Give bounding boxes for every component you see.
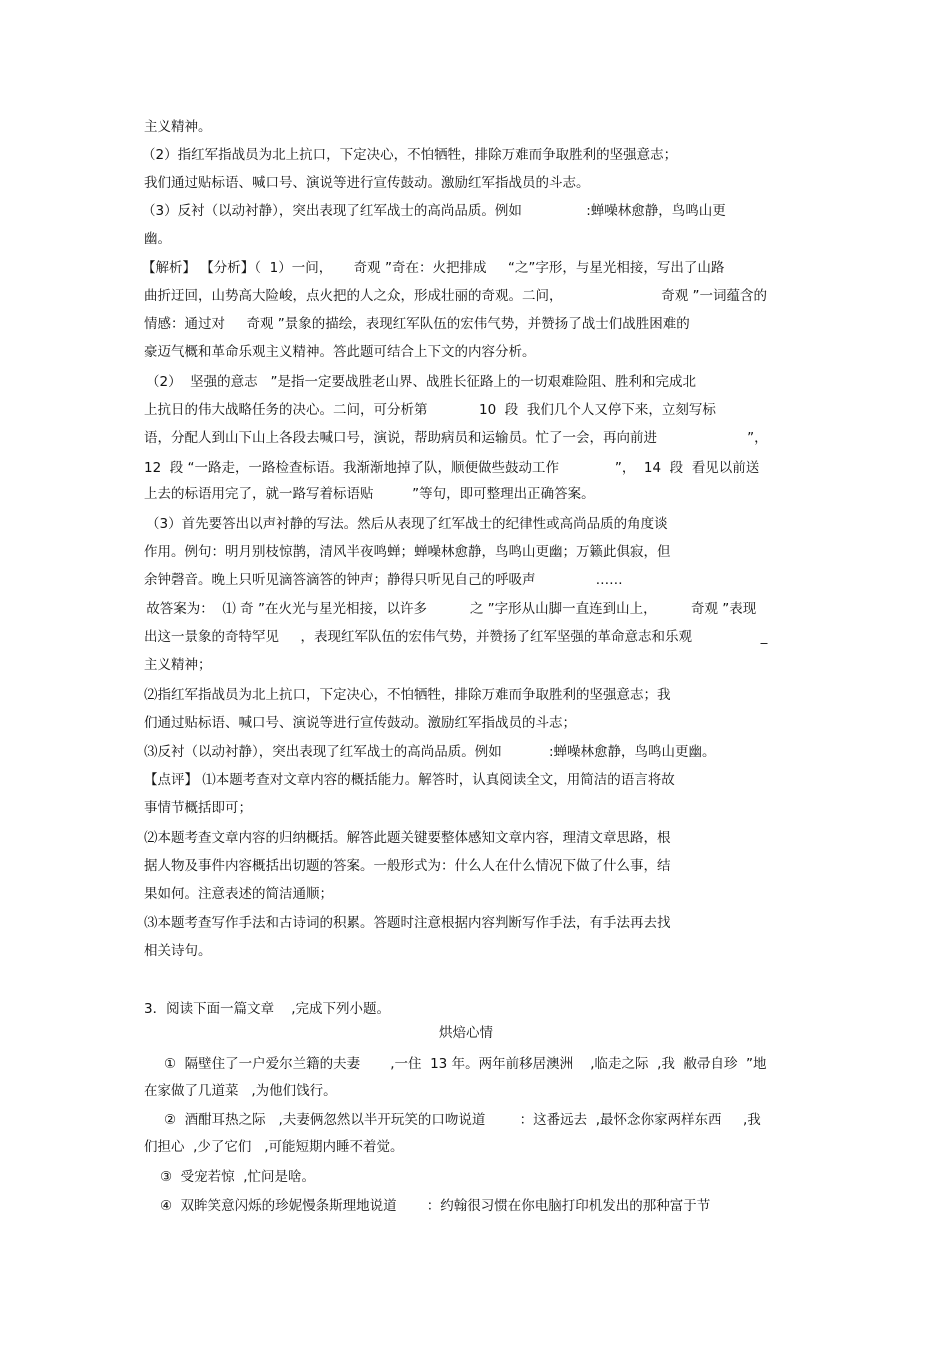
analysis-line: 作用。例句：明月别枝惊鹊，清风半夜鸣蝉；蝉噪林愈静，鸟鸣山更幽；万籁此俱寂，但 [144,544,671,560]
analysis-heading-line: 【解析】 【分析】（ 1）一问， 奇观 ”奇在：火把排成 “之”字形，与星光相接，写出了山路 [142,260,725,276]
analysis-line: 语，分配人到山下山上各段去喊口号，演说，帮助病员和运输员。忙了一会，再向前进 ”， [144,430,768,446]
article-paragraph-2-cont: 们担心 ,少了它们 ,可能短期内睡不着觉。 [144,1139,404,1155]
final-answer-line: 出这一景象的奇特罕见 ，表现红军队伍的宏伟气势，并赞扬了红军坚强的革命意志和乐观 _ [144,629,768,645]
analysis-item-3: （3）首先要答出以声衬静的写法。然后从表现了红军战士的纪律性或高尚品质的角度谈 [146,516,668,532]
article-paragraph-3: ③ 受宠若惊 ,忙问是啥。 [160,1169,316,1185]
article-paragraph-4: ④ 双眸笑意闪烁的珍妮慢条斯理地说道 ：约翰很习惯在你电脑打印机发出的那种富于节 [160,1198,711,1214]
final-answer-line: 们通过贴标语、喊口号、演说等进行宣传鼓动。激励红军指战员的斗志； [144,715,576,731]
comment-item-2: ⑵本题考查文章内容的归纳概括。解答此题关键要整体感知文章内容，理清文章思路，根 [144,830,671,846]
article-paragraph-1-cont: 在家做了几道菜 ,为他们饯行。 [144,1083,337,1099]
analysis-line: 上抗日的伟大战略任务的决心。二问，可分析第 10 段 我们几个人又停下来，立刻写标 [144,402,716,418]
article-paragraph-2: ② 酒酣耳热之际 ,夫妻俩忽然以半开玩笑的口吻说道 ：这番远去 ,最怀念你家两样东西 ,我 [164,1112,761,1128]
comment-line: 【点评】 ⑴本题考查对文章内容的概括能力。解答时，认真阅读全文，用简洁的语言将故 [144,772,675,788]
analysis-item-2: （2） 坚强的意志 ”是指一定要战胜老山界、战胜长征路上的一切艰难险阻、胜利和完成北 [146,374,697,390]
answer-line-1: 主义精神。 [144,119,212,135]
comment-line: 相关诗句。 [144,943,212,959]
article-paragraph-1: ① 隔壁住了一户爱尔兰籍的夫妻 ,一住 13 年。两年前移居澳洲 ,临走之际 ,我 敝帚自珍 ”地 [164,1056,767,1072]
analysis-line: 余钟磬音。晚上只听见滴答滴答的钟声；静得只听见自己的呼吸声 …… [144,572,623,588]
analysis-line: 豪迈气概和革命乐观主义精神。答此题可结合上下文的内容分析。 [144,344,536,360]
comment-line: 果如何。注意表述的简洁通顺； [144,886,333,902]
question-3-prompt: 3．阅读下面一篇文章 ,完成下列小题。 [144,1001,391,1017]
answer-item-3: （3）反衬（以动衬静），突出表现了红军战士的高尚品质。例如 :蝉噪林愈静，鸟鸣山更 [142,203,726,219]
answer-line-3: 我们通过贴标语、喊口号、演说等进行宣传鼓动。激励红军指战员的斗志。 [144,175,590,191]
article-title: 烘焙心情 [439,1025,493,1041]
analysis-line: 上去的标语用完了，就一路写着标语贴 ”等句，即可整理出正确答案。 [144,486,595,502]
final-answer-item-3: ⑶反衬（以动衬静），突出表现了红军战士的高尚品质。例如 :蝉噪林愈静，鸟鸣山更幽。 [144,744,716,760]
analysis-line: 曲折迂回，山势高大险峻，点火把的人之众，形成壮丽的奇观。二问， 奇观 ”一词蕴含的 [144,288,767,304]
comment-item-3: ⑶本题考查写作手法和古诗词的积累。答题时注意根据内容判断写作手法，有手法再去找 [144,915,671,931]
comment-line: 据人物及事件内容概括出切题的答案。一般形式为：什么人在什么情况下做了什么事，结 [144,858,671,874]
final-answer-line: 故答案为： ⑴ 奇 ”在火光与星光相接，以许多 之 ”字形从山脚一直连到山上， 奇观 ”表现 [142,601,757,617]
analysis-line: 情感：通过对 奇观 ”景象的描绘，表现红军队伍的宏伟气势，并赞扬了战士们战胜困难的 [144,316,690,332]
answer-item-2: （2）指红军指战员为北上抗口，下定决心，不怕牺牲，排除万难而争取胜利的坚强意志； [142,147,678,163]
final-answer-item-2: ⑵指红军指战员为北上抗口，下定决心，不怕牺牲，排除万难而争取胜利的坚强意志；我 [144,687,671,703]
analysis-line: 12 段 “一路走，一路检查标语。我渐渐地掉了队，顺便做些鼓动工作 ”， 14 段 看见以前送 [144,460,760,476]
comment-line: 事情节概括即可； [144,800,252,816]
answer-line-5: 幽。 [144,231,171,247]
final-answer-line: 主义精神； [144,657,212,673]
